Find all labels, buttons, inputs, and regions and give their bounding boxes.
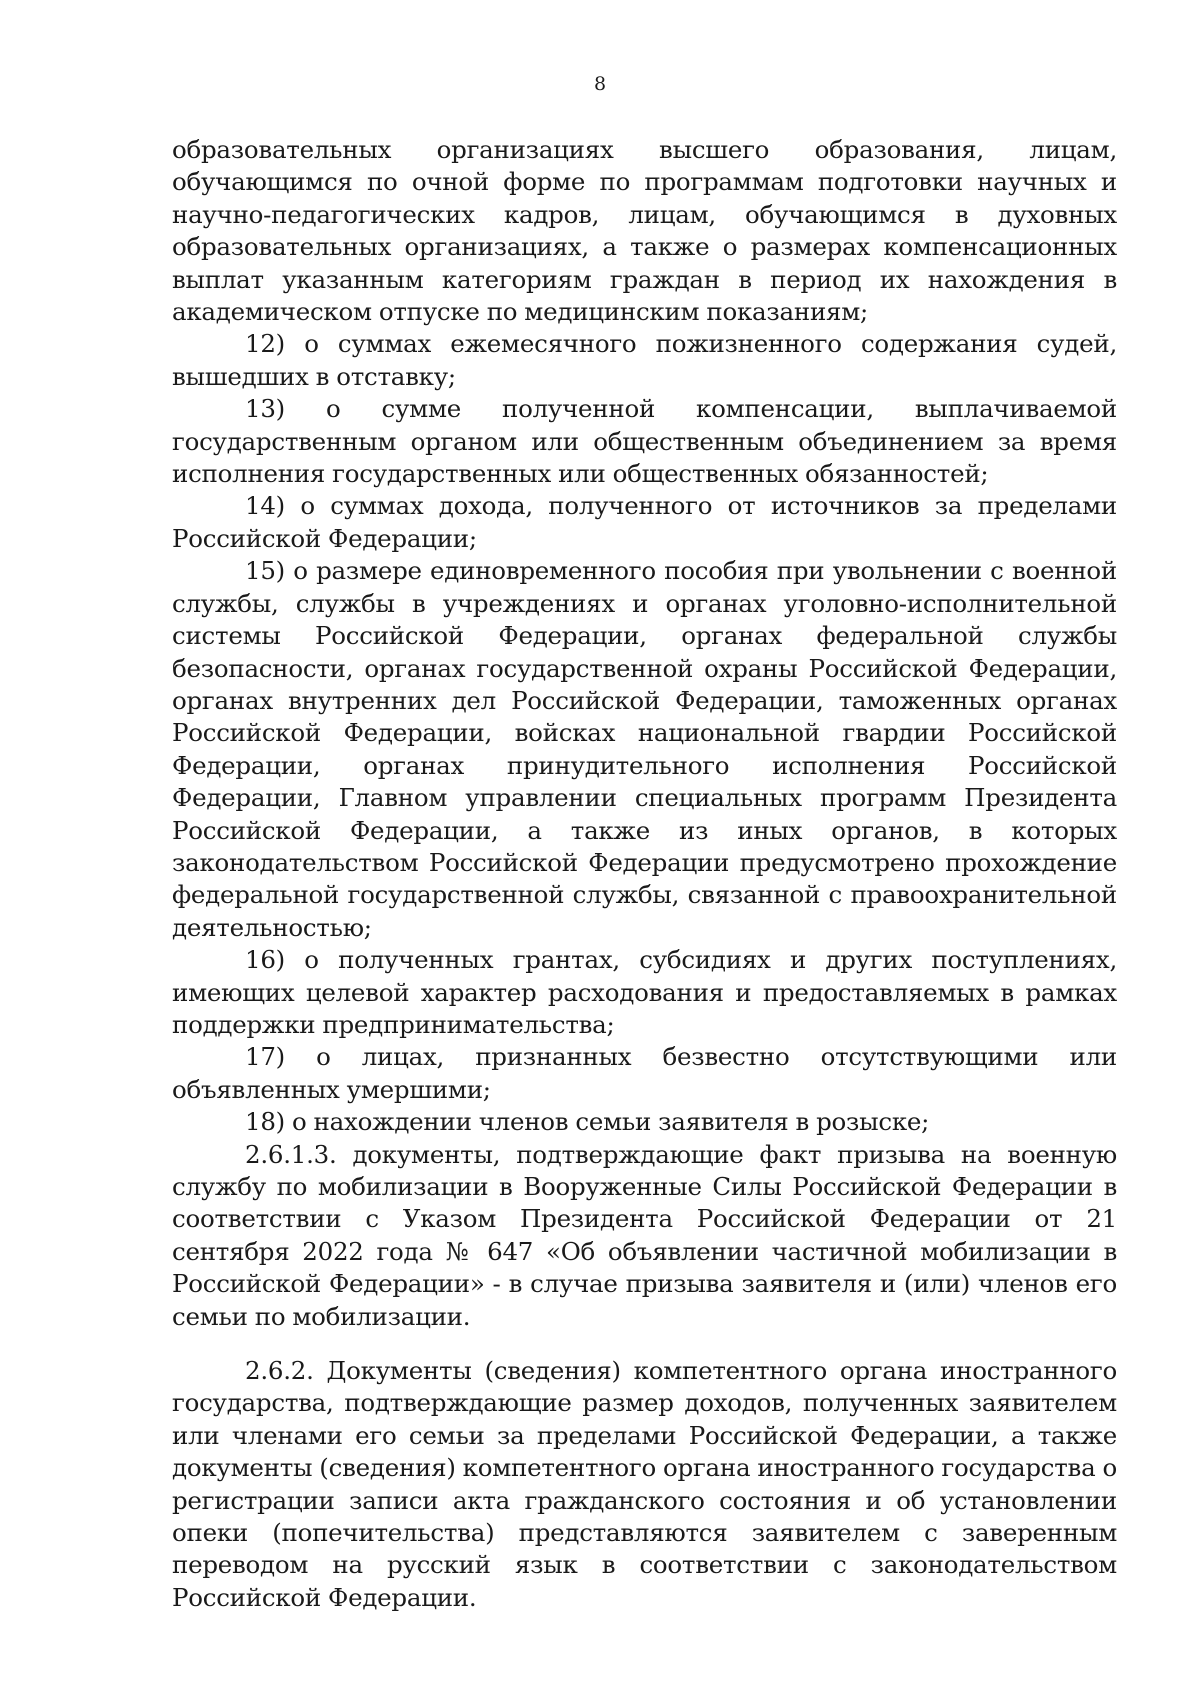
document-body [172,134,1117,1614]
paragraph-clause-2-6-1-3: 2.6.1.3. документы, подтверждающие факт призыва на военную службу по мобилизации в Вооруженные Силы Российской Федерации в соответствии с Указом Президента Российской Федерации от 21 сентября 2022 года № 647 «Об объявлении частичной мобилизации в Российской Федерации» - в случае призыва заявителя и (или) членов его семьи по мобилизации. [172,1139,1117,1331]
paragraph-item-15: 15) о размере единовременного пособия при увольнении с военной службы, службы в учреждениях и органах уголовно-исполнительной системы Российской Федерации, органах федеральной службы безопасности, органах государственной охраны Российской Федерации, органах внутренних дел Российской Федерации, таможенных органах Российской Федерации, войсках национальной гвардии Российской Федерации, органах принудительного исполнения Российской Федерации, Главном управлении специальных программ Президента Российской Федерации, а также из иных органов, в которых законодательством Российской Федерации предусмотрено прохождение федеральной государственной службы, связанной с правоохранительной деятельностью; [172,556,1117,942]
paragraph-item-13: 13) о сумме полученной компенсации, выплачиваемой государственным органом или общественным объединением за время исполнения государственных или общественных обязанностей; [172,394,1117,489]
paragraph-item-17: 17) о лицах, признанных безвестно отсутствующими или объявленных умершими; [172,1042,1117,1104]
paragraph-item-14: 14) о суммах дохода, полученного от источников за пределами Российской Федерации; [172,491,1117,553]
paragraph-clause-2-6-2: 2.6.2. Документы (сведения) компетентного органа иностранного государства, подтверждающие размер доходов, полученных заявителем или членами его семьи за пределами Российской Федерации, а также документы (сведения) компетентного органа иностранного государства о регистрации записи акта гражданского состояния и об установлении опеки (попечительства) представляются заявителем с заверенным переводом на русский язык в соответствии с законодательством Российской Федерации. [172,1356,1117,1612]
paragraph-item-18: 18) о нахождении членов семьи заявителя в розыске; [245,1107,930,1137]
paragraph-item-12: 12) о суммах ежемесячного пожизненного содержания судей, вышедших в отставку; [172,329,1117,391]
paragraph-continuation: образовательных организациях высшего образования, лицам, обучающимся по очной форме по программам подготовки научных и научно-педагогических кадров, лицам, обучающимся в духовных образовательных организациях, а также о размерах компенсационных выплат указанным категориям граждан в период их нахождения в академическом отпуске по медицинским показаниям; [172,135,1117,327]
page-number: 8 [593,73,607,95]
paragraph-item-16: 16) о полученных грантах, субсидиях и других поступлениях, имеющих целевой характер расходования и предоставляемых в рамках поддержки предпринимательства; [172,945,1117,1039]
